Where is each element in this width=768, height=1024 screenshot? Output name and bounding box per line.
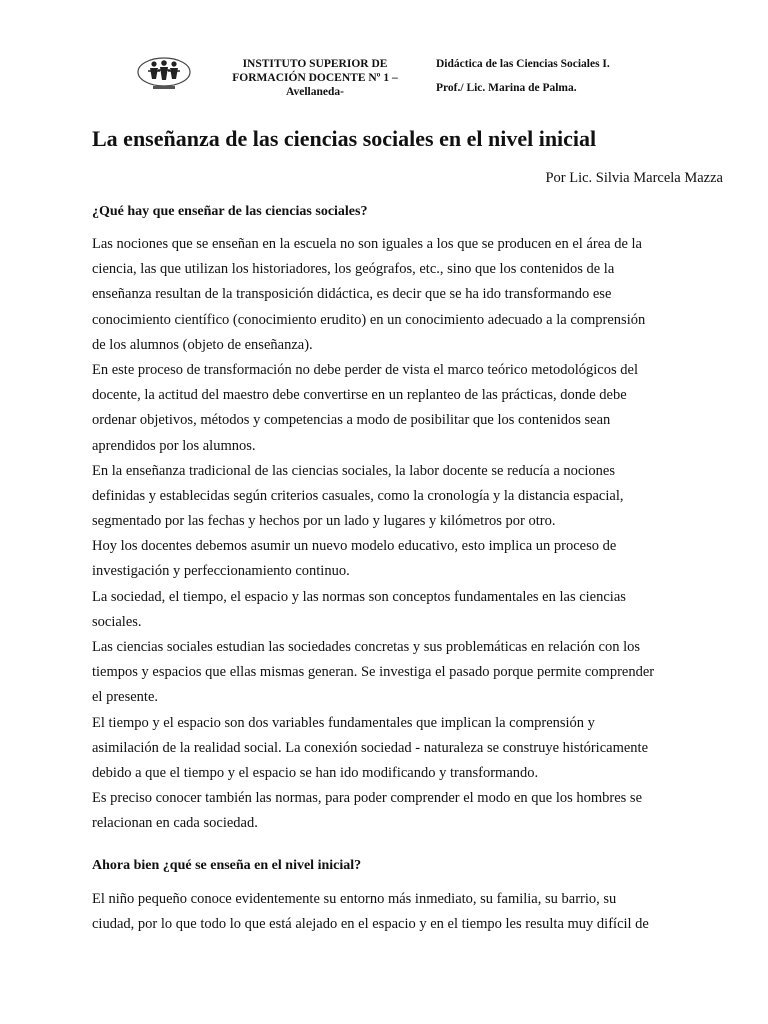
text-line: enseñanza resultan de la transposición didáctica, es decir que se ha ido transformando ese bbox=[92, 286, 612, 303]
course-name: Didáctica de las Ciencias Sociales I. bbox=[436, 58, 610, 70]
text-line: docente, la actitud del maestro debe convertirse en un replanteo de las prácticas, donde debe bbox=[92, 387, 627, 404]
text-line: ciudad, por lo que todo lo que está alejado en el espacio y en el tiempo les resulta muy difícil de bbox=[92, 916, 649, 933]
text-line: asimilación de la realidad social. La conexión sociedad - naturaleza se construye históricamente bbox=[92, 739, 649, 756]
text-line: definidas y establecidas según criterios casuales, como la cronología y la distancia espacial, bbox=[92, 487, 624, 504]
text-line: Es preciso conocer también las normas, para poder comprender el modo en que los hombres se bbox=[92, 790, 643, 807]
document-title: La enseñanza de las ciencias sociales en el nivel inicial bbox=[92, 126, 597, 151]
institute-name bbox=[210, 57, 420, 99]
author-line: Por Lic. Silvia Marcela Mazza bbox=[545, 170, 723, 186]
text-line: El tiempo y el espacio son dos variables fundamentales que implican la comprensión y bbox=[92, 714, 595, 731]
text-line: Las ciencias sociales estudian las sociedades concretas y sus problemáticas en relación con los bbox=[92, 639, 640, 655]
section-body bbox=[92, 232, 732, 837]
text-line: aprendidos por los alumnos. bbox=[92, 437, 256, 454]
text-line: sociales. bbox=[92, 613, 142, 630]
institute-line: INSTITUTO SUPERIOR DE bbox=[242, 58, 388, 70]
text-line: En este proceso de transformación no debe perder de vista el marco teórico metodológicos del bbox=[92, 361, 638, 378]
text-line: tiempos y espacios que ellas mismas generan. Se investiga el pasado porque permite comprender bbox=[92, 664, 655, 681]
text-line: segmentado por las fechas y hechos por un lado y lugares y kilómetros por otro. bbox=[92, 513, 556, 530]
institute-line: Avellaneda- bbox=[286, 86, 344, 98]
text-line: conocimiento científico (conocimiento erudito) en un conocimiento adecuado a la comprensión bbox=[92, 311, 646, 328]
section-body bbox=[92, 887, 732, 937]
section-heading: Ahora bien ¿qué se enseña en el nivel inicial? bbox=[92, 858, 362, 873]
text-line: En la enseñanza tradicional de las ciencias sociales, la labor docente se reducía a nociones bbox=[92, 462, 615, 479]
professor-name: Prof./ Lic. Marina de Palma. bbox=[436, 82, 577, 94]
section-heading: ¿Qué hay que enseñar de las ciencias sociales? bbox=[92, 204, 368, 219]
text-line: relacionan en cada sociedad. bbox=[92, 815, 258, 832]
text-line: debido a que el tiempo y el espacio se han ido modificando y transformando. bbox=[92, 764, 539, 781]
text-line: Hoy los docentes debemos asumir un nuevo modelo educativo, esto implica un proceso de bbox=[92, 538, 617, 555]
institute-line: FORMACIÓN DOCENTE Nº 1 – bbox=[232, 72, 398, 84]
text-line: investigación y perfeccionamiento continuo. bbox=[92, 563, 350, 580]
text-line: El niño pequeño conoce evidentemente su entorno más inmediato, su familia, su barrio, su bbox=[92, 891, 617, 907]
course-info bbox=[436, 57, 610, 95]
text-line: el presente. bbox=[92, 689, 159, 706]
institute-logo-icon bbox=[134, 55, 194, 93]
text-line: ciencia, las que utilizan los historiadores, los geógrafos, etc., sino que los contenidos de la bbox=[92, 261, 615, 278]
text-line: Las nociones que se enseñan en la escuela no son iguales a los que se producen en el área de la bbox=[92, 236, 642, 252]
text-line: ordenar objetivos, métodos y competencias a modo de posibilitar que los contenidos sean bbox=[92, 412, 611, 429]
text-line: La sociedad, el tiempo, el espacio y las normas son conceptos fundamentales en las ciencias bbox=[92, 588, 626, 605]
text-line: de los alumnos (objeto de enseñanza). bbox=[92, 336, 313, 353]
